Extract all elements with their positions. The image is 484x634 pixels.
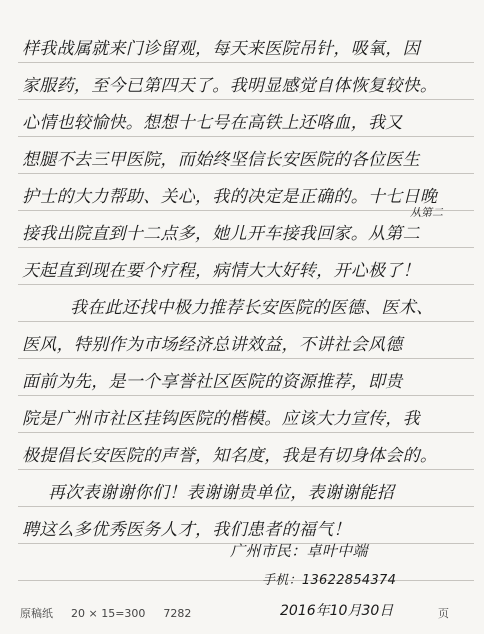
ruled-line	[18, 247, 474, 248]
letter-line: 极提倡长安医院的声誉，知名度，我是有切身体会的。	[22, 446, 438, 466]
ruled-line	[18, 62, 474, 63]
signature	[230, 540, 460, 562]
signature-name: 卓叶中端	[306, 542, 368, 560]
page-label: 页	[438, 607, 449, 620]
letter-line: 再次表谢谢你们！表谢谢贵单位，表谢谢能招	[48, 483, 394, 503]
letter-line: 心情也较愉快。想想十七号在高铁上还咯血，我又	[22, 113, 403, 133]
letter-line: 聘这么多优秀医务人才，我们患者的福气！	[22, 520, 351, 540]
letter-line: 我在此还找中极力推荐长安医院的医德、医术、	[70, 298, 434, 318]
letter-line: 想腿不去三甲医院，而始终坚信长安医院的各位医生	[22, 150, 420, 170]
ruled-line	[18, 506, 474, 507]
letter-line: 医风，特别作为市场经济总讲效益，不讲社会风德	[22, 335, 403, 355]
ruled-line	[18, 173, 474, 174]
phone-number: 13622854374	[301, 573, 397, 588]
phone	[262, 570, 462, 592]
letter-line: 院是广州市社区挂钩医院的楷模。应该大力宣传，我	[22, 409, 420, 429]
grid-spec: 20 × 15=300	[71, 607, 146, 620]
letter-line: 天起直到现在要个疗程，病情大大好转，开心极了！	[22, 261, 420, 281]
ruled-line	[18, 432, 474, 433]
insertion-note: 从第二	[410, 206, 443, 219]
sheet-number: 7282	[163, 607, 192, 620]
letter-line: 家服药，至今已第四天了。我明显感觉自体恢复较快。	[22, 76, 438, 96]
ruled-line	[18, 210, 474, 211]
phone-label: 手机：	[262, 573, 302, 588]
paper-label: 原稿纸	[20, 607, 53, 620]
paper-footer	[20, 605, 209, 621]
ruled-line	[18, 136, 474, 137]
ruled-line	[18, 284, 474, 285]
letter-date: 2016年10月30日	[280, 603, 394, 619]
letter-line: 接我出院直到十二点多，她儿开车接我回家。从第二	[22, 224, 420, 244]
signature-label: 广州市民：	[230, 542, 307, 560]
ruled-line	[18, 99, 474, 100]
ruled-line	[18, 469, 474, 470]
ruled-line	[18, 395, 474, 396]
letter-line: 护士的大力帮助、关心，我的决定是正确的。十七日晚	[22, 187, 438, 207]
letter-line: 面前为先，是一个享誉社区医院的资源推荐，即贵	[22, 372, 403, 392]
ruled-line	[18, 321, 474, 322]
letter-line: 样我战属就来门诊留观，每天来医院吊针，吸氧，因	[22, 39, 420, 59]
ruled-line	[18, 358, 474, 359]
